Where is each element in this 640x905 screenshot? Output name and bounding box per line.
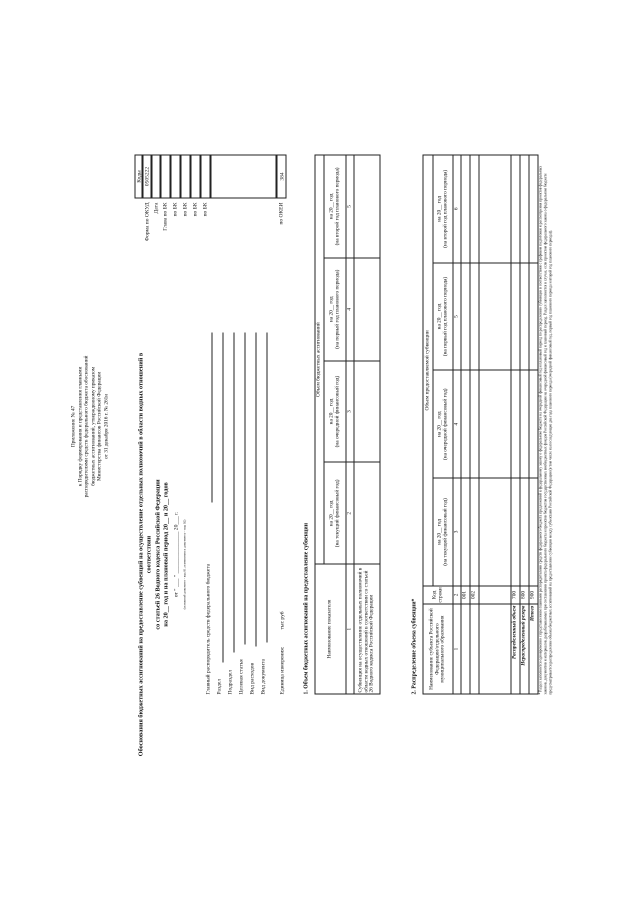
- table-cell: [354, 155, 380, 258]
- col-group-header: Объем бюджетных ассигнований: [315, 155, 324, 564]
- col-header: на 20__ год (на второй год планового периода): [433, 155, 453, 263]
- col-number: 5: [346, 155, 354, 258]
- col-header: на 20__ год (на очередной финансовый год): [433, 370, 453, 478]
- col-number: 3: [346, 361, 354, 463]
- table-cell: [470, 370, 479, 478]
- col-header: Наименование субъекта Российской Федерации/отдельного муниципального образования: [423, 604, 453, 694]
- table-cell: [354, 258, 380, 361]
- table-cell: [511, 370, 520, 478]
- section1-table: [315, 155, 381, 695]
- col-header: на 20__ год (на первый год планового периода): [324, 258, 346, 361]
- row-code: 700: [511, 586, 520, 604]
- table-cell: [520, 155, 529, 263]
- table-cell: [479, 155, 511, 263]
- section1-title: 1. Объем бюджетных ассигнований на предоставление субвенции: [303, 522, 310, 695]
- celevaya-field: [245, 333, 246, 645]
- table-cell: [461, 604, 470, 694]
- title-line: со статьей 26 Водного кодекса Российской Федерации: [154, 479, 162, 630]
- blank-code: [211, 155, 277, 199]
- col-number: 2: [346, 462, 354, 564]
- okei-label: по ОКЕИ: [278, 202, 285, 225]
- unit-label: Единица измерения:: [279, 646, 286, 695]
- vid-rashodov-field: [256, 333, 257, 647]
- vid-dokumenta-label: Вид документа: [260, 659, 267, 695]
- table-cell: [520, 478, 529, 586]
- razdel-field: [223, 333, 224, 663]
- table-cell: [470, 604, 479, 694]
- table-cell: [529, 370, 538, 478]
- form-title: [138, 335, 171, 775]
- col-number: 4: [453, 370, 461, 478]
- appendix-line: распорядителями средств федерального бюджета обоснований: [83, 355, 90, 498]
- document-kind-note: (основной документ - код 01; изменения к документу - код 02): [182, 519, 187, 610]
- col-number: 1: [453, 604, 461, 694]
- table-cell: [520, 263, 529, 371]
- celevaya-label: Целевая статья: [238, 659, 245, 695]
- col-header: на 20__ год (на очередной финансовый год): [324, 361, 346, 463]
- table-cell: [461, 370, 470, 478]
- undistributed-label: Нераспределенный резерв: [520, 604, 529, 694]
- table-cell: [354, 361, 380, 463]
- podrazdel-field: [234, 333, 235, 653]
- table-cell: [470, 155, 479, 263]
- glava-label: Глава по БК: [162, 202, 169, 231]
- bk-code-3: [191, 155, 201, 199]
- date-label: Дата: [153, 202, 160, 214]
- bk-code-2: [181, 155, 191, 199]
- table-cell: [529, 478, 538, 586]
- table-cell: [511, 155, 520, 263]
- title-line: на 20__ год и на плановый период 20__ и 20__ годов: [162, 482, 170, 627]
- date-code: [152, 155, 161, 199]
- vid-rashodov-label: Вид расходов: [249, 662, 256, 695]
- col-header: на 20__ год (на второй год планового периода): [324, 155, 346, 258]
- okei-code: 384: [277, 155, 287, 199]
- col-number: 6: [453, 155, 461, 263]
- footnote: * Раздел заполняется одновременно с представлением главными распорядителями средств федерального бюджета предложений к федеральному закону о федеральном бюджете на очередной финансовый год и плановый период по распределению субвенции в соответствии с графиком подготовки и рассмотрения проектов федеральных законов, документов и материалов, разрабатываемых при составлении проекта федерального бюджета и проектов бюджетов государственных внебюджетных фондов Российской Федерации на очередной финансовый год и плановый период. Раздел заполняется в случае, если проектом федерального закона о федеральном бюджете предусматривается распределение объема бюджетных ассигнований на предоставление субвенции между субъектами Российской Федерации (в том числе на последующие два года планового периода (очередной финансовый год, первый год планового периода и второй год планового периода)).: [538, 165, 553, 695]
- col-number: 1: [346, 564, 354, 694]
- bk-label: по БК: [182, 202, 189, 217]
- row-code: 002: [470, 586, 479, 604]
- table-cell: [461, 263, 470, 371]
- vid-dokumenta-field: [267, 333, 268, 643]
- table-cell: [529, 155, 538, 263]
- col-header: на 20__ год (на текущий финансовый год): [324, 462, 346, 564]
- bk-code-1: [171, 155, 181, 199]
- col-group-header: Объем предоставляемой субвенции: [423, 155, 433, 586]
- table-cell: [461, 478, 470, 586]
- table-cell: [470, 263, 479, 371]
- col-number: 5: [453, 263, 461, 371]
- appendix-line: к Порядку формирования и представления главными: [77, 366, 84, 487]
- col-header: Код строки: [423, 586, 453, 604]
- row-code: 900: [529, 586, 538, 604]
- date-line: от " ___ " _______________ 20___ г.: [173, 511, 180, 598]
- appendix-line: Приложение № 47: [70, 405, 77, 448]
- table-cell: [529, 263, 538, 371]
- bk-label: по БК: [202, 202, 209, 217]
- codes-header: Коды: [135, 155, 143, 199]
- rotated-form: [1, 0, 640, 905]
- row-code: 001: [461, 586, 470, 604]
- table-cell: [479, 604, 511, 694]
- appendix-line: бюджетных ассигнований, утвержденному приказом: [90, 366, 97, 486]
- title-line: Обоснования бюджетных ассигнований на предоставление субвенций на осуществление отдельных полномочий в области водных отношений в соответствии: [137, 352, 153, 757]
- col-header: Наименование показателя: [315, 564, 346, 694]
- unit-value: тыс руб: [279, 611, 286, 630]
- table-cell: [511, 478, 520, 586]
- okud-code: 0505222: [143, 155, 152, 199]
- glava-code: [161, 155, 171, 199]
- table-cell: [461, 155, 470, 263]
- chief-label: Главный распорядитель средств федерального бюджета: [205, 563, 212, 695]
- table-cell: [479, 478, 511, 586]
- table-row-label: Субвенция на осуществление отдельных полномочий в области водных отношений в соответствии со статьей 26 Водного кодекса Российской Федерации: [354, 564, 380, 694]
- bk-label: по БК: [172, 202, 179, 217]
- distributed-label: Распределенный объем: [511, 604, 520, 694]
- table-cell: [479, 370, 511, 478]
- razdel-label: Раздел: [216, 678, 223, 695]
- col-number: 3: [453, 478, 461, 586]
- table-cell: [479, 263, 511, 371]
- appendix-line: Министерства финансов Российской Федерации: [96, 371, 103, 482]
- table-cell: [479, 586, 511, 604]
- total-label: Итого: [529, 604, 538, 694]
- table-cell: [511, 263, 520, 371]
- appendix-line: от 31 декабря 2016 г. № 261н: [103, 393, 110, 459]
- col-number: 2: [453, 586, 461, 604]
- section2-title: 2. Распределение объема субвенции*: [411, 598, 418, 695]
- row-code: 800: [520, 586, 529, 604]
- appendix-note: [71, 356, 111, 498]
- okud-label: Форма по ОКУД: [144, 202, 151, 242]
- col-header: на 20__ год (на первый год планового периода): [433, 263, 453, 371]
- section2-table: [423, 155, 539, 695]
- table-cell: [470, 478, 479, 586]
- podrazdel-label: Подраздел: [227, 669, 234, 695]
- chief-field: [212, 333, 213, 503]
- bk-label: по БК: [192, 202, 199, 217]
- table-cell: [520, 370, 529, 478]
- bk-code-4: [201, 155, 211, 199]
- col-number: 4: [346, 258, 354, 361]
- col-header: на 20__ год (на текущий финансовый год): [433, 478, 453, 586]
- table-cell: [354, 462, 380, 564]
